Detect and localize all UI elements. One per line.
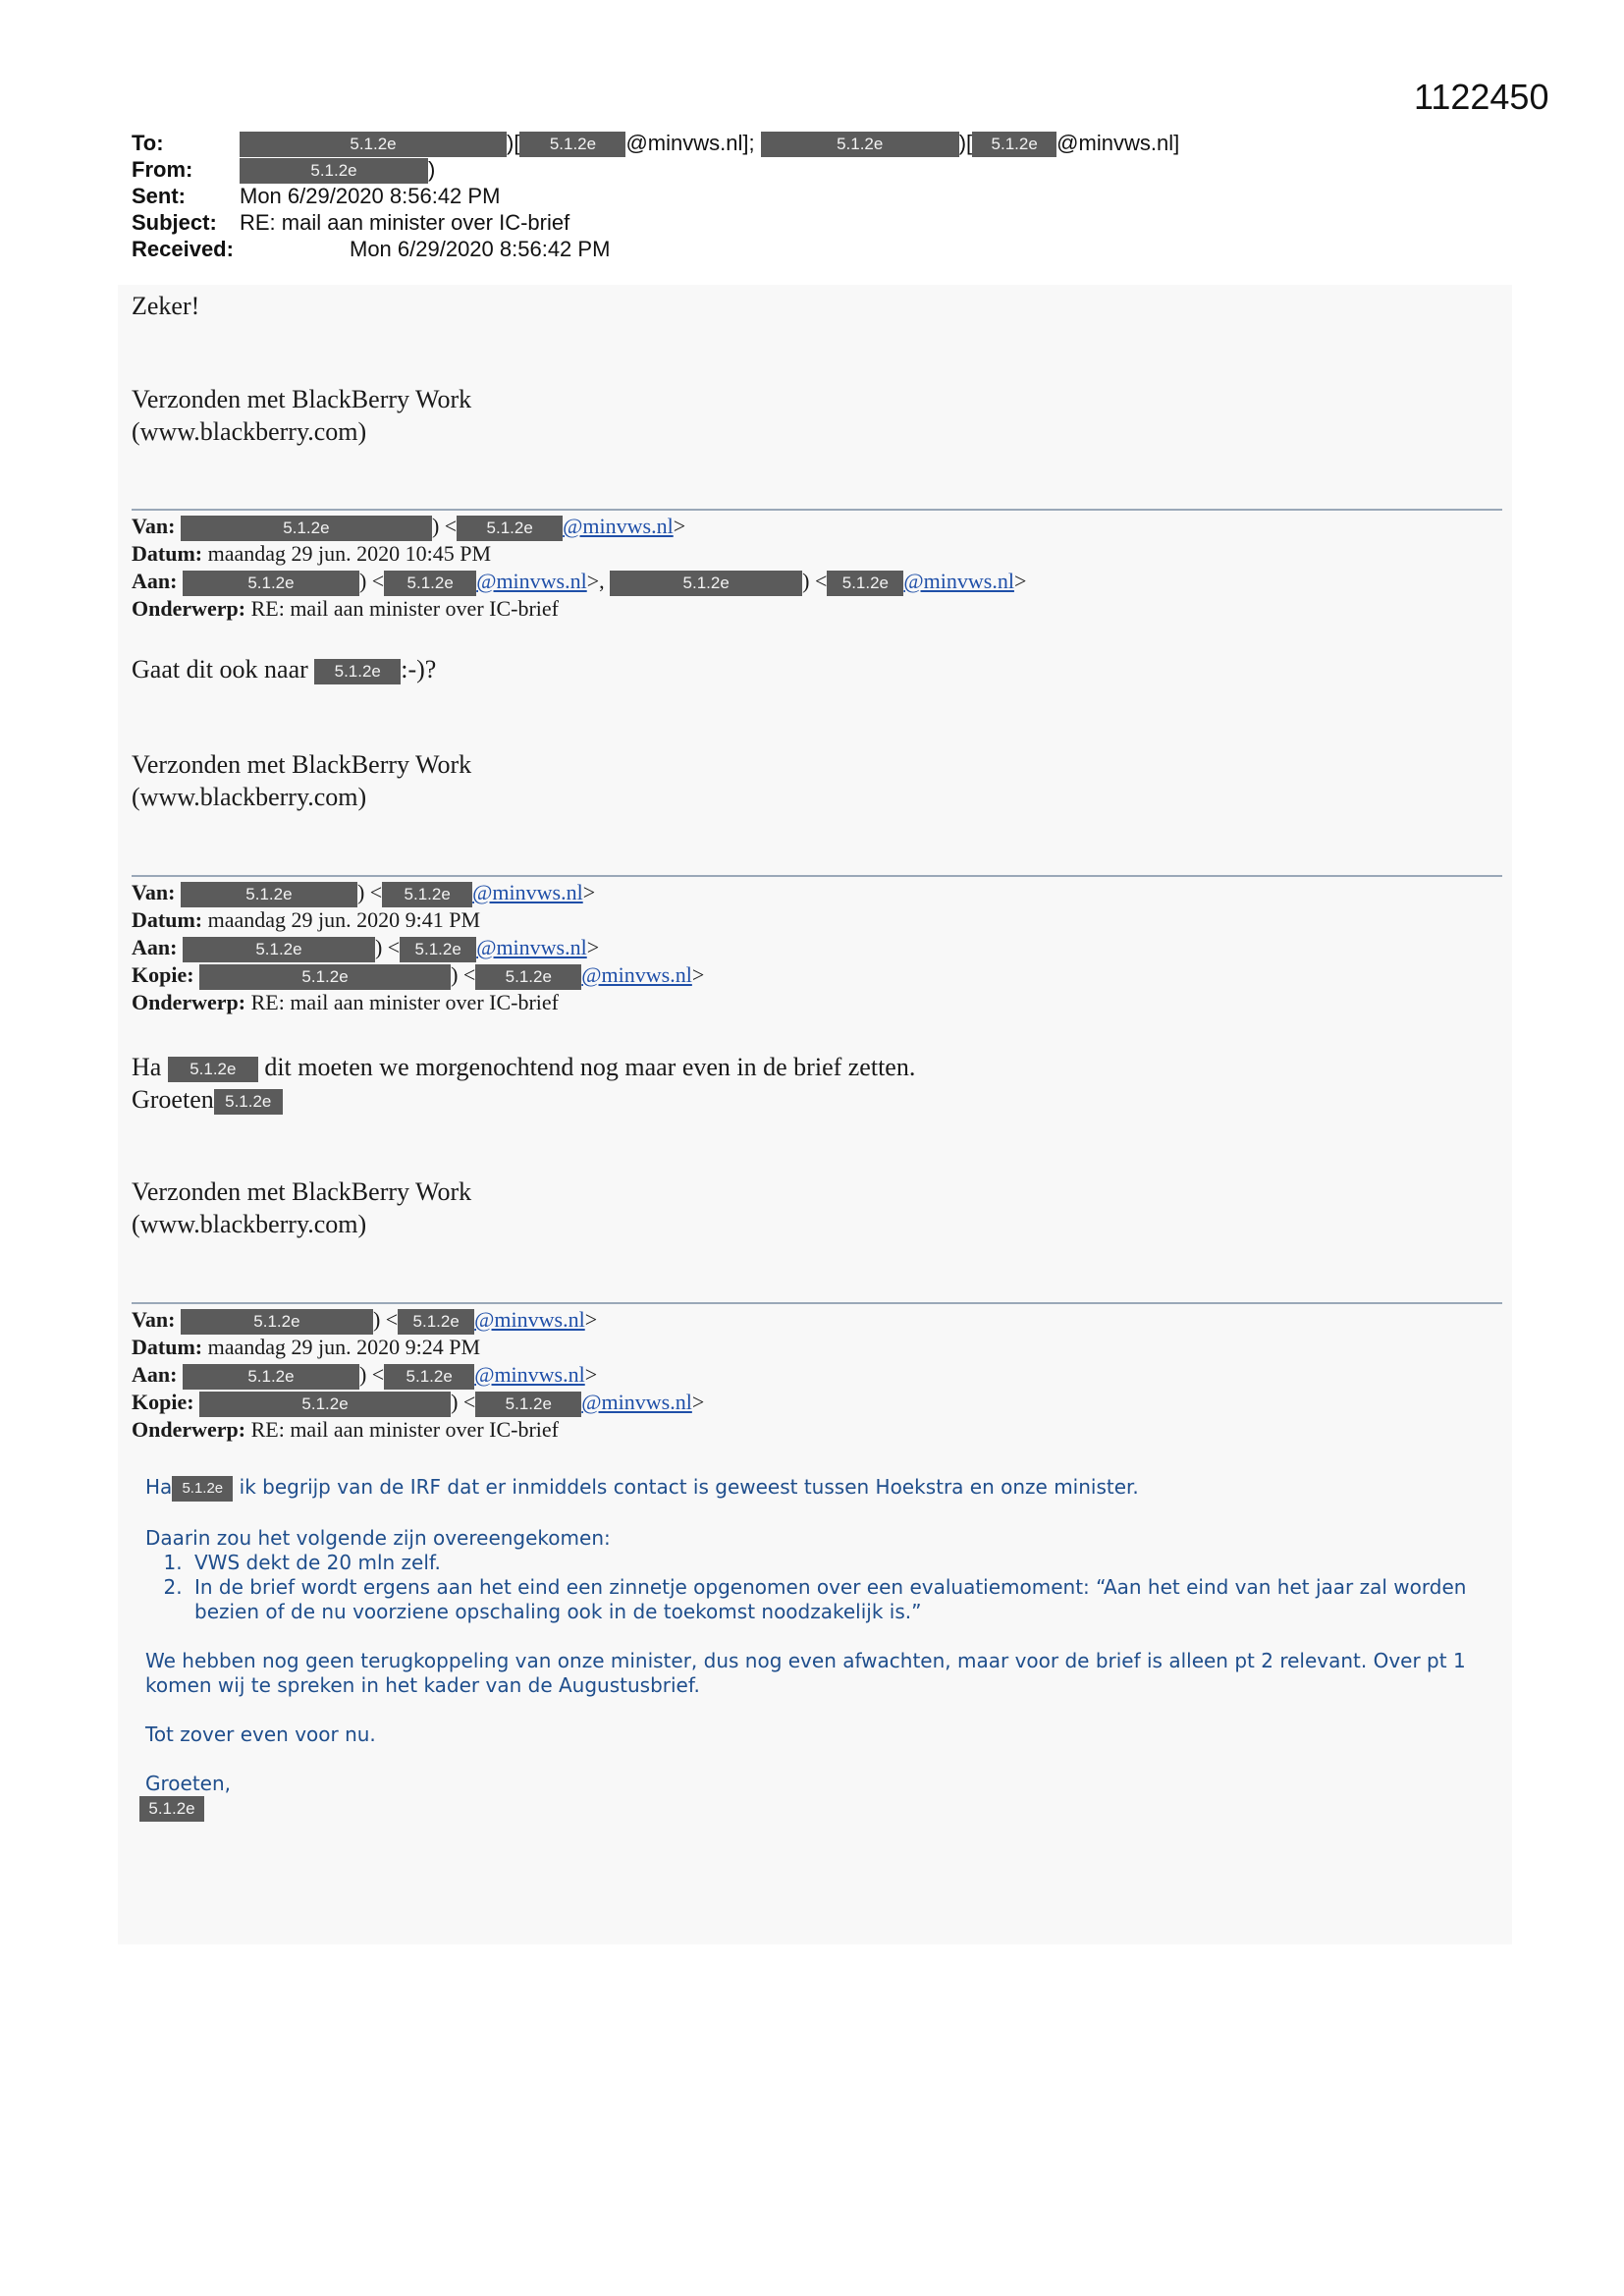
redaction: 5.1.2e: [398, 1309, 474, 1335]
redaction: 5.1.2e: [181, 1309, 373, 1335]
blackberry-signature: [132, 748, 471, 813]
to-separator: )[: [507, 131, 520, 155]
onderwerp-value: RE: mail aan minister over IC-brief: [250, 1417, 559, 1442]
separator: ) <: [372, 1307, 399, 1332]
signature-line: (www.blackberry.com): [132, 783, 367, 811]
to-domain: @minvws.nl];: [625, 131, 755, 155]
datum-label: Datum:: [132, 541, 203, 566]
separator: >: [673, 514, 686, 538]
email-link[interactable]: @minvws.nl: [476, 569, 587, 593]
separator: ) <: [358, 1362, 385, 1387]
agreement-list: [145, 1551, 1500, 1624]
signature-line: (www.blackberry.com): [132, 1210, 367, 1238]
van-label: Van:: [132, 514, 176, 538]
separator: >: [691, 1390, 705, 1414]
greeting: Groeten,: [145, 1771, 232, 1795]
redaction: 5.1.2e: [181, 882, 357, 907]
redaction: 5.1.2e: [384, 571, 476, 596]
separator: >: [691, 962, 705, 987]
onderwerp-label: Onderwerp:: [132, 596, 246, 621]
separator: >: [584, 1362, 598, 1387]
signature-line: Verzonden met BlackBerry Work: [132, 1177, 472, 1206]
email-link[interactable]: @minvws.nl: [474, 1307, 585, 1332]
kopie-label: Kopie:: [132, 1390, 194, 1414]
signature-line: (www.blackberry.com): [132, 417, 367, 446]
text: Gaat dit ook naar: [132, 655, 308, 683]
redaction: 5.1.2e: [761, 132, 959, 157]
subject-value: RE: mail aan minister over IC-brief: [240, 210, 570, 235]
redaction: 5.1.2e: [827, 571, 903, 596]
redaction: 5.1.2e: [384, 1364, 474, 1390]
redaction: 5.1.2e: [519, 132, 625, 157]
redaction: 5.1.2e: [457, 516, 563, 541]
list-item: 1. VWS dekt de 20 mln zelf.: [189, 1551, 1500, 1575]
status-paragraph: We hebben nog geen terugkoppeling van onze minister, dus nog even afwachten, maar voor de brief is alleen pt 2 relevant. Over pt 1 komen wij te spreken in het kader van de Augustusbrief.: [145, 1648, 1466, 1697]
redaction: 5.1.2e: [199, 964, 451, 990]
text: Groeten: [132, 1085, 214, 1114]
redaction: 5.1.2e: [314, 659, 401, 684]
redaction: 5.1.2e: [382, 882, 472, 907]
email-header: [132, 130, 1179, 262]
redaction: 5.1.2e: [475, 1392, 581, 1417]
sent-label: Sent:: [132, 184, 186, 208]
signature-line: Verzonden met BlackBerry Work: [132, 385, 472, 413]
redaction: 5.1.2e: [610, 571, 802, 596]
redaction: 5.1.2e: [183, 571, 359, 596]
email-link[interactable]: @minvws.nl: [581, 962, 692, 987]
email-link[interactable]: @minvws.nl: [474, 1362, 585, 1387]
to-row: [132, 130, 1179, 156]
document-number: 1122450: [1414, 77, 1549, 117]
divider: [132, 1302, 1502, 1304]
separator: ) <: [356, 880, 383, 904]
reply-text: Zeker!: [132, 292, 200, 320]
message-text-3: [132, 1051, 915, 1116]
blackberry-signature: [132, 383, 471, 448]
redaction: 5.1.2e: [240, 132, 507, 157]
divider: [132, 509, 1502, 511]
datum-value: maandag 29 jun. 2020 9:41 PM: [207, 907, 481, 932]
redaction: 5.1.2e: [400, 937, 476, 962]
redaction: 5.1.2e: [214, 1089, 283, 1115]
email-link[interactable]: @minvws.nl: [472, 880, 583, 904]
signature-line: Verzonden met BlackBerry Work: [132, 750, 472, 779]
to-separator: )[: [958, 131, 973, 155]
redaction: 5.1.2e: [139, 1796, 204, 1822]
original-message-body: [145, 1475, 1500, 1822]
text: Ha: [145, 1475, 173, 1499]
email-link[interactable]: @minvws.nl: [903, 569, 1014, 593]
received-label: Received:: [132, 237, 234, 261]
divider: [132, 875, 1502, 877]
quoted-header-4: [132, 1306, 704, 1444]
redaction: 5.1.2e: [172, 1476, 233, 1502]
redaction: 5.1.2e: [183, 1364, 359, 1390]
subject-row: [132, 209, 1179, 236]
received-value: Mon 6/29/2020 8:56:42 PM: [350, 237, 611, 261]
separator: >: [586, 935, 600, 959]
redaction: 5.1.2e: [240, 158, 428, 184]
separator: ) <: [374, 935, 401, 959]
sent-row: [132, 183, 1179, 209]
from-label: From:: [132, 157, 193, 182]
quoted-header-2: [132, 513, 1026, 623]
received-row: [132, 236, 1179, 262]
redaction: 5.1.2e: [183, 937, 375, 962]
datum-value: maandag 29 jun. 2020 9:24 PM: [207, 1335, 481, 1359]
separator: ) <: [358, 569, 385, 593]
sent-value: Mon 6/29/2020 8:56:42 PM: [240, 184, 501, 208]
email-link[interactable]: @minvws.nl: [581, 1390, 692, 1414]
separator: ) <: [451, 962, 476, 987]
onderwerp-label: Onderwerp:: [132, 990, 246, 1014]
van-label: Van:: [132, 1307, 176, 1332]
datum-label: Datum:: [132, 1335, 203, 1359]
separator: >,: [586, 569, 605, 593]
separator: ) <: [431, 514, 458, 538]
datum-label: Datum:: [132, 907, 203, 932]
message-text-2: [132, 653, 436, 685]
separator: ) <: [802, 569, 828, 593]
redaction: 5.1.2e: [199, 1392, 451, 1417]
van-label: Van:: [132, 880, 176, 904]
quoted-header-3: [132, 879, 704, 1016]
onderwerp-label: Onderwerp:: [132, 1417, 246, 1442]
kopie-label: Kopie:: [132, 962, 194, 987]
redaction: 5.1.2e: [168, 1057, 258, 1082]
email-link[interactable]: @minvws.nl: [563, 514, 674, 538]
text: Ha: [132, 1053, 162, 1081]
aan-label: Aan:: [132, 1362, 178, 1387]
redaction: 5.1.2e: [181, 516, 432, 541]
aan-label: Aan:: [132, 569, 178, 593]
subject-label: Subject:: [132, 210, 217, 235]
from-close: ): [428, 157, 436, 182]
text: dit moeten we morgenochtend nog maar even in de brief zetten.: [264, 1053, 916, 1081]
datum-value: maandag 29 jun. 2020 10:45 PM: [207, 541, 492, 566]
separator: >: [1013, 569, 1027, 593]
to-label: To:: [132, 131, 164, 155]
onderwerp-value: RE: mail aan minister over IC-brief: [250, 596, 559, 621]
redaction: 5.1.2e: [475, 964, 581, 990]
text: :-)?: [401, 655, 437, 683]
email-link[interactable]: @minvws.nl: [476, 935, 587, 959]
list-item: 2. In de brief wordt ergens aan het eind een zinnetje opgenomen over een evaluatiemoment: “Aan het eind van het jaar zal worden bezien of de nu voorziene opschaling ook in de toekomst noodzakelijk is.”: [189, 1575, 1500, 1624]
aan-label: Aan:: [132, 935, 178, 959]
text: ik begrijp van de IRF dat er inmiddels contact is geweest tussen Hoekstra en onze minister.: [239, 1475, 1139, 1499]
redaction: 5.1.2e: [972, 132, 1056, 157]
to-domain: @minvws.nl]: [1056, 131, 1180, 155]
agreement-intro: Daarin zou het volgende zijn overeengekomen:: [145, 1525, 611, 1550]
blackberry-signature: [132, 1175, 471, 1240]
separator: ) <: [451, 1390, 476, 1414]
onderwerp-value: RE: mail aan minister over IC-brief: [250, 990, 559, 1014]
separator: >: [584, 1307, 598, 1332]
closing-line: Tot zover even voor nu.: [145, 1722, 376, 1746]
separator: >: [582, 880, 596, 904]
from-row: [132, 156, 1179, 183]
